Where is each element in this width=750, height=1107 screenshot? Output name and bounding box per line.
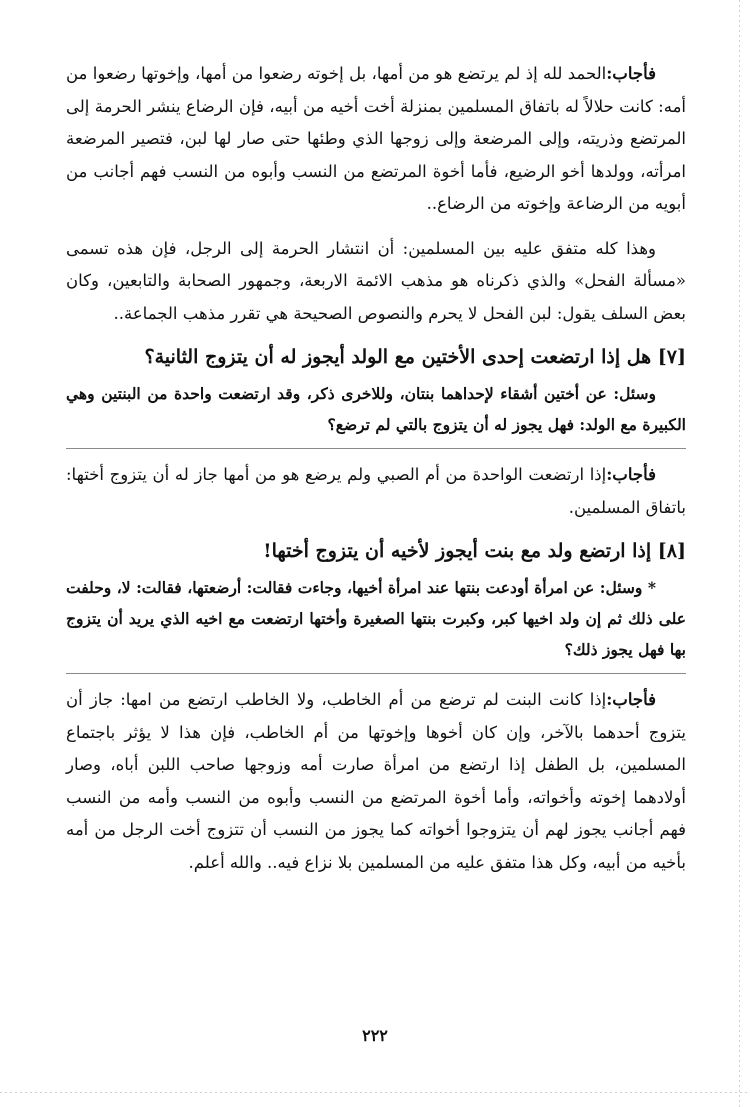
question-8: * وسئل: عن امرأة أودعت بنتها عند امرأة أخيها، وجاءت فقالت: أرضعتها، فقالت: لا، وحلفت على ذلك ثم إن ولد اخيها كبر، وكبرت بنتها الصغيرة وأختها ارتضعت مع اخيه الذي يريد أن يتزوج بها فهل يجوز ذلك؟ <box>66 578 686 659</box>
answer-text: الحمد لله إذ لم يرتضع هو من أمها، بل إخوته رضعوا من أمها، وإخوتها رضعوا من أمه: كانت حلالاً له باتفاق المسلمين بمنزلة أخت أخيه من أبيه، فإن الرضاع ينشر الحرمة إلى المرتضع وذريته، وإلى المرضعة وإلى زوجها الذي وطئها حتى صار لها لبن، فتصير المرضعة امرأته، وولدها أخو الرضيع، فأما أخوة المرتضع من النسب وأبوه من النسب فهم أجانب من أبويه من الرضاعة وإخوته من الرضاع.. <box>66 64 686 213</box>
section-heading-8: [٨] إذا ارتضع ولد مع بنت أيجوز لأخيه أن يتزوج أختها! <box>263 540 686 562</box>
page-number: ٢٢٢ <box>362 1026 388 1045</box>
answer-lead: فأجاب: <box>606 64 656 83</box>
answer-paragraph-1 <box>66 58 686 221</box>
scan-edge-bottom <box>0 1092 750 1093</box>
answer-text: إذا كانت البنت لم ترضع من أم الخاطب، ولا الخاطب ارتضع من امها: جاز أن يتزوج أحدهما بالآخر، وإن كان أخوها وإخوتها من أم الخاطب، فإن هذا لا يؤثر باجتماع المسلمين، بل الطفل إذا ارتضع من امرأة صارت أمه وزوجها صاحب اللبن أباه، وصار أولادهما إخوته وأخواته، وأما أخوة المرتضع من النسب وأبوه من النسب وأمه من النسب فهم أجانب يجوز لهم أن يتزوجوا أخواته كما يجوز من النسب أن تتزوج أخت الرجل من أمه بأخيه من أبيه، وكل هذا متفق عليه من المسلمين بلا نزاع فيه.. والله أعلم. <box>66 690 686 872</box>
paragraph-2 <box>66 233 686 331</box>
divider <box>66 448 686 449</box>
answer-text: إذا ارتضعت الواحدة من أم الصبي ولم يرضع هو من أمها جاز له أن يتزوج أختها: باتفاق المسلمين. <box>66 465 686 517</box>
answer-7 <box>66 459 686 524</box>
section-heading-7: [٧] هل إذا ارتضعت إحدى الأختين مع الولد أيجوز له أن يتزوج الثانية؟ <box>144 346 686 368</box>
answer-8 <box>66 684 686 879</box>
paragraph-text: وهذا كله متفق عليه بين المسلمين: أن انتشار الحرمة إلى الرجل، فإن هذه تسمى «مسألة الفحل» والذي ذكرناه هو مذهب الائمة الاربعة، وجمهور الصحابة والتابعين، وكان بعض السلف يقول: لبن الفحل لا يحرم والنصوص الصحيحة هي تقرر مذهب الجماعة.. <box>66 238 686 323</box>
scan-edge-right <box>739 0 740 1107</box>
divider <box>66 673 686 674</box>
page-content <box>66 58 686 891</box>
answer-lead: فأجاب: <box>606 465 656 484</box>
answer-lead: فأجاب: <box>606 690 656 709</box>
question-7: وسئل: عن أختين أشقاء لإحداهما بنتان، وللاخرى ذكر، وقد ارتضعت واحدة من البنتين وهي الكبيرة مع الولد: فهل يجوز له أن يتزوج بالتي لم ترضع؟ <box>66 384 686 434</box>
